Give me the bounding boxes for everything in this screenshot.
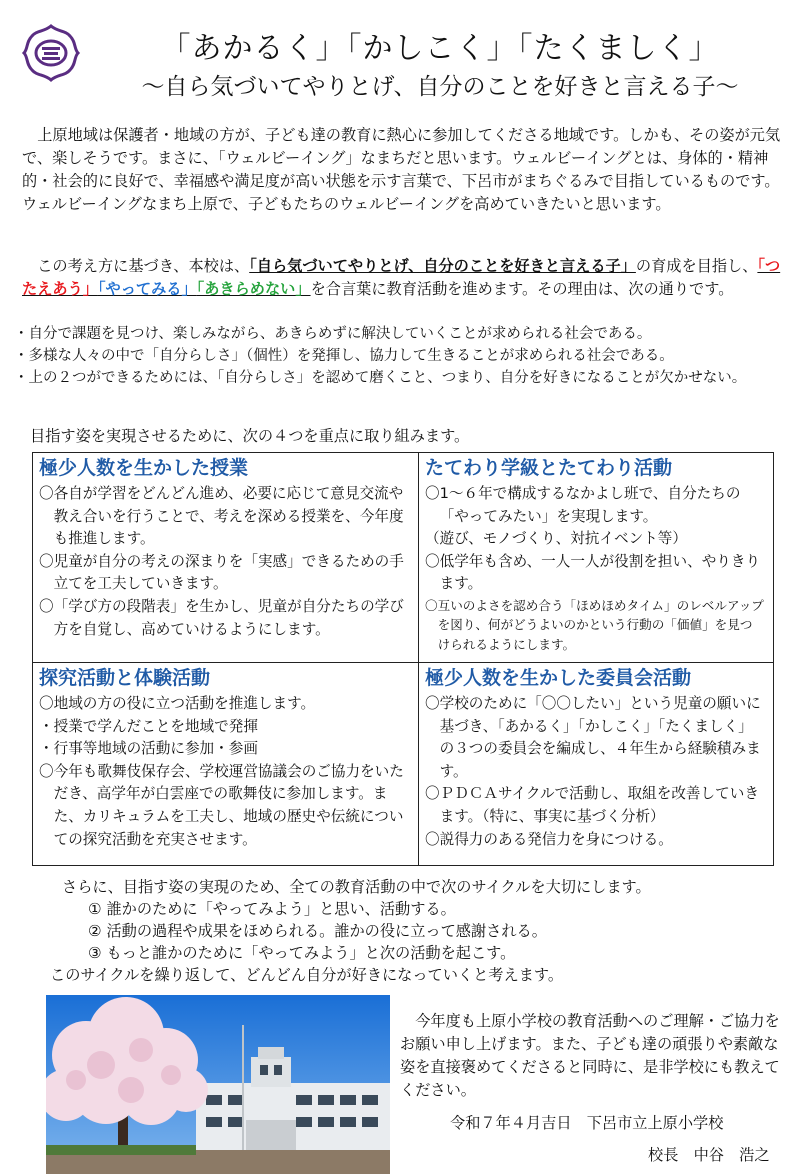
list-item: ・多様な人々の中で「自分らしさ」（個性）を発揮し、協力して生きることが求められる社会である。 [14,348,674,364]
motto-yattemiru: 「やってみる」 [97,280,197,298]
cycle-section [50,876,782,986]
focus-grid [32,452,774,866]
intro-paragraph: 上原地域は保護者・地域の方が、子ども達の教育に熱心に参加してくださる地域です。しかも、その姿が元気で、楽しそうです。まさに、「ウェルビーイング」なまちだと思います。ウェルビーイングとは、身体的・精神的・社会的に良好で、幸福感や満足度が高い状態を示す言葉で、下呂市がまちぐるみで目指しているものです。ウェルビーイングなまち上原で、子どもたちのウェルビーイングを高めていきたいと思います。 [22,126,781,213]
closing-message: 今年度も上原小学校の教育活動へのご理解・ご協力をお願い申し上げます。また、子ども達の頑張りや素敵な姿を直接褒めてくださると同時に、是非学校にも教えてください。 [400,1012,780,1099]
date-and-school: 令和７年４月吉日 下呂市立上原小学校 [450,1114,724,1132]
school-photo [46,995,390,1174]
list-item: 〇互いのよさを認め合う「ほめほめタイム」のレベルアップを図り、何がどうよいのかという行動の「価値」を見つけられるようにします。 [425,597,764,652]
list-item: 〇各自が学習をどんどん進め、必要に応じて意見交流や教え合いを行うことで、考えを深める授業を、今年度も推進します。 [39,485,404,548]
cycle-outro: このサイクルを繰り返して、どんどん自分が好きになっていくと考えます。 [50,966,564,984]
list-item: 〇学校のために「〇〇したい」という児童の願いに基づき、「あかるく」「かしこく」「たくましく」の３つの委員会を編成し、４年生から経験積みます。 [425,695,761,780]
list-item: 〇説得力のある発信力を身につける。 [425,830,673,848]
motto-tsutaeau: 「つたえあう」 [22,257,781,298]
principal-name: 校長 中谷 浩之 [648,1146,770,1164]
focus-heading: 極少人数を生かした授業 [39,457,249,479]
cycle-step: ② 活動の過程や成果をほめられる。誰かの役に立って感謝される。 [88,922,547,940]
cycle-step: ③ もっと誰かのために「やってみよう」と次の活動を起こす。 [88,944,516,962]
focus-cell-inquiry [33,663,418,851]
focus-cell-lessons [33,453,418,641]
reason-list [14,323,789,389]
list-item: 〇地域の方の役に立つ活動を推進します。 [39,695,316,712]
list-item: 〇児童が自分の考えの深まりを「実感」できるための手立てを工夫していきます。 [39,552,404,593]
focus-cell-tatewari [419,453,773,654]
list-item: 〇今年も歌舞伎保存会、学校運営協議会のご協力をいただき、高学年が白雲座での歌舞伎に参加します。また、カリキュラムを工夫し、地域の歴史や伝統についての探究活動を充実させます。 [39,762,404,848]
list-item: 〇「学び方の段階表」を生かし、児童が自分たちの学び方を自覚し、高めていけるようにします。 [39,597,404,638]
page-title: 「あかるく」「かしこく」「たくましく」 [160,31,720,66]
list-item: 〇1～６年で構成するなかよし班で、自分たちの「やってみたい」を実現します。 [425,485,741,525]
focus-intro: 目指す姿を実現させるために、次の４つを重点に取り組みます。 [30,427,470,445]
school-emblem-icon [20,22,82,84]
cycle-intro: さらに、目指す姿の実現のため、全ての教育活動の中で次のサイクルを大切にします。 [62,878,651,896]
list-item: ・自分で課題を見つけ、楽しみながら、あきらめずに解決していくことが求められる社会である。 [14,326,652,342]
school-goal: 「自ら気づいてやりとげ、自分のことを好きと言える子」 [249,257,636,275]
motto-akiramenai: 「あきらめない」 [196,280,311,298]
list-item: 〇低学年も含め、一人一人が役割を担い、やりきります。 [425,552,761,593]
focus-heading: 探究活動と体験活動 [39,667,211,689]
goal-paragraph: この考え方に基づき、本校は、「自ら気づいてやりとげ、自分のことを好きと言える子」の育成を目指し、「つたえあう」「やってみる」「あきらめない」を合言葉に教育活動を進めます。その理由は、次の通りです。 [22,257,781,298]
list-item: 〇ＰＤＣＡサイクルで活動し、取組を改善していきます。（特に、事実に基づく分析） [425,785,759,825]
list-item: ・上の２つができるためには、「自分らしさ」を認めて磨くこと、つまり、自分を好きになることが欠かせない。 [14,370,747,386]
cycle-step: ① 誰かのために「やってみよう」と思い、活動する。 [88,900,456,918]
focus-cell-committee [419,663,773,851]
page-subtitle: ～自ら気づいてやりとげ、自分のことを好きと言える子～ [141,74,739,100]
list-item: （遊び、モノづくり、対抗イベント等） [425,530,687,548]
list-item: ・行事等地域の活動に参加・参画 [39,740,258,758]
focus-heading: 極少人数を生かした委員会活動 [425,667,692,689]
focus-heading: たてわり学級とたてわり活動 [425,457,673,479]
list-item: ・授業で学んだことを地域で発揮 [39,717,258,735]
